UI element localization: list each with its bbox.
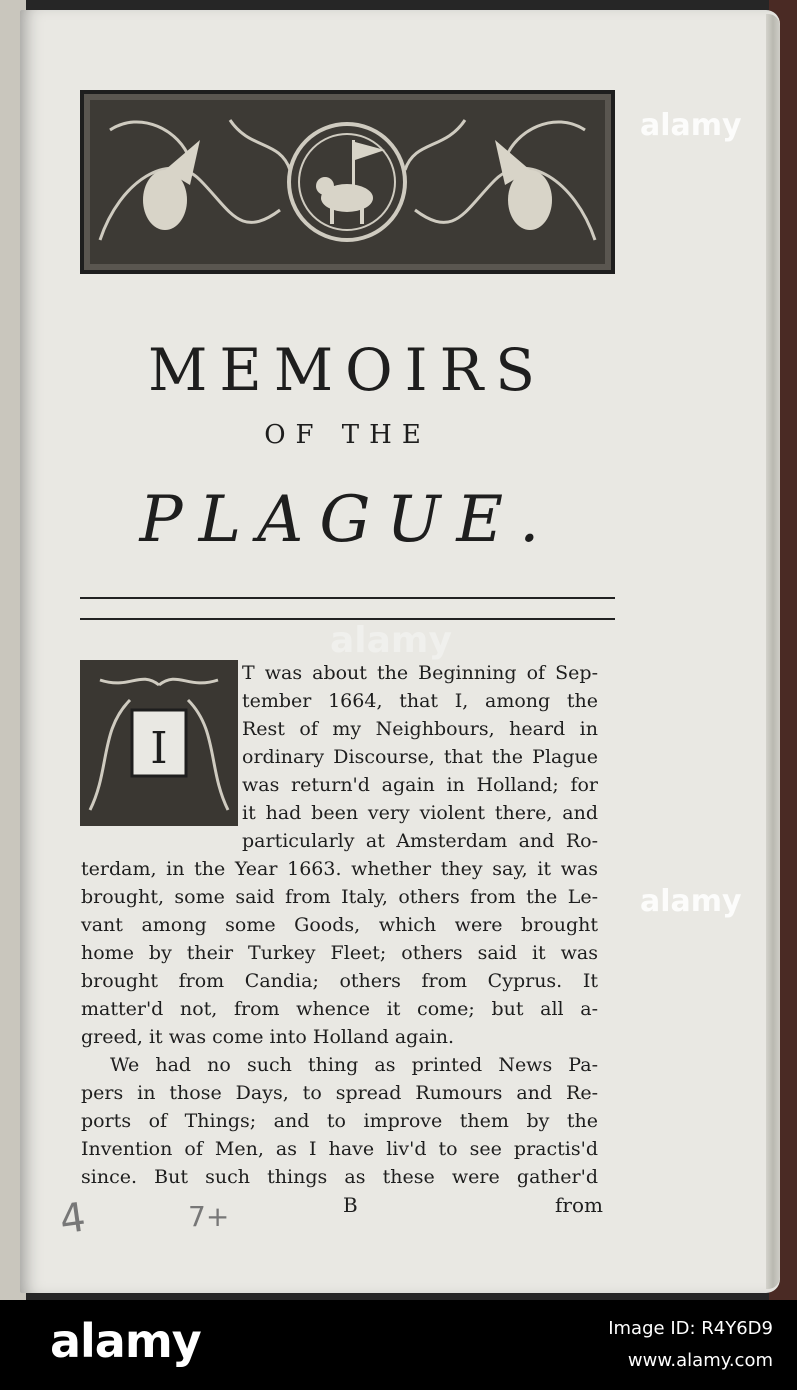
text-line: Rest of my Neighbours, heard in bbox=[242, 718, 598, 740]
handwritten-note-left: 4 bbox=[56, 1194, 89, 1244]
title-plague: PLAGUE. bbox=[139, 483, 556, 557]
text-line: was return'd again in Holland; for bbox=[242, 774, 598, 796]
text-line: it had been very violent there, and bbox=[242, 802, 598, 824]
watermark: alamy bbox=[330, 620, 452, 661]
text-line: Invention of Men, as I have liv'd to see practis'd bbox=[81, 1138, 598, 1160]
text-line: brought, some said from Italy, others from the Le- bbox=[81, 886, 598, 908]
text-line: brought from Candia; others from Cyprus. It bbox=[81, 970, 598, 992]
ornamental-headpiece bbox=[80, 90, 615, 274]
text-line: ports of Things; and to improve them by the bbox=[81, 1110, 598, 1132]
text-line: terdam, in the Year 1663. whether they say, it was bbox=[81, 858, 598, 880]
text-line: We had no such thing as printed News Pa- bbox=[110, 1054, 598, 1076]
watermark: alamy bbox=[640, 884, 742, 919]
initial-letter: I bbox=[150, 723, 168, 774]
title-of-the: OF THE bbox=[264, 420, 431, 450]
text-line: particularly at Amsterdam and Ro- bbox=[242, 830, 598, 852]
text-line: matter'd not, from whence it come; but all a- bbox=[81, 998, 598, 1020]
text-line: tember 1664, that I, among the bbox=[242, 690, 598, 712]
alamy-logo: alamy bbox=[50, 1314, 201, 1368]
text-line: since. But such things as these were gather'd bbox=[81, 1166, 598, 1188]
handwritten-note-middle: 7+ bbox=[188, 1200, 230, 1233]
image-id-label: Image ID: R4Y6D9 bbox=[608, 1318, 773, 1339]
watermark: alamy bbox=[640, 108, 742, 143]
stock-url-label: www.alamy.com bbox=[627, 1350, 773, 1371]
text-line: T was about the Beginning of Sep- bbox=[242, 662, 598, 684]
page-edges bbox=[766, 14, 780, 1289]
title-memoirs: MEMOIRS bbox=[148, 336, 547, 404]
text-line: ordinary Discourse, that the Plague bbox=[242, 746, 598, 768]
text-line: home by their Turkey Fleet; others said it was bbox=[81, 942, 598, 964]
title-rule-top bbox=[80, 597, 615, 599]
text-line: greed, it was come into Holland again. bbox=[81, 1026, 455, 1048]
signature-mark: B bbox=[343, 1193, 358, 1217]
text-line: pers in those Days, to spread Rumours and Re- bbox=[81, 1082, 598, 1104]
text-line: vant among some Goods, which were brought bbox=[81, 914, 598, 936]
catchword: from bbox=[555, 1193, 603, 1217]
decorated-initial bbox=[80, 660, 238, 826]
